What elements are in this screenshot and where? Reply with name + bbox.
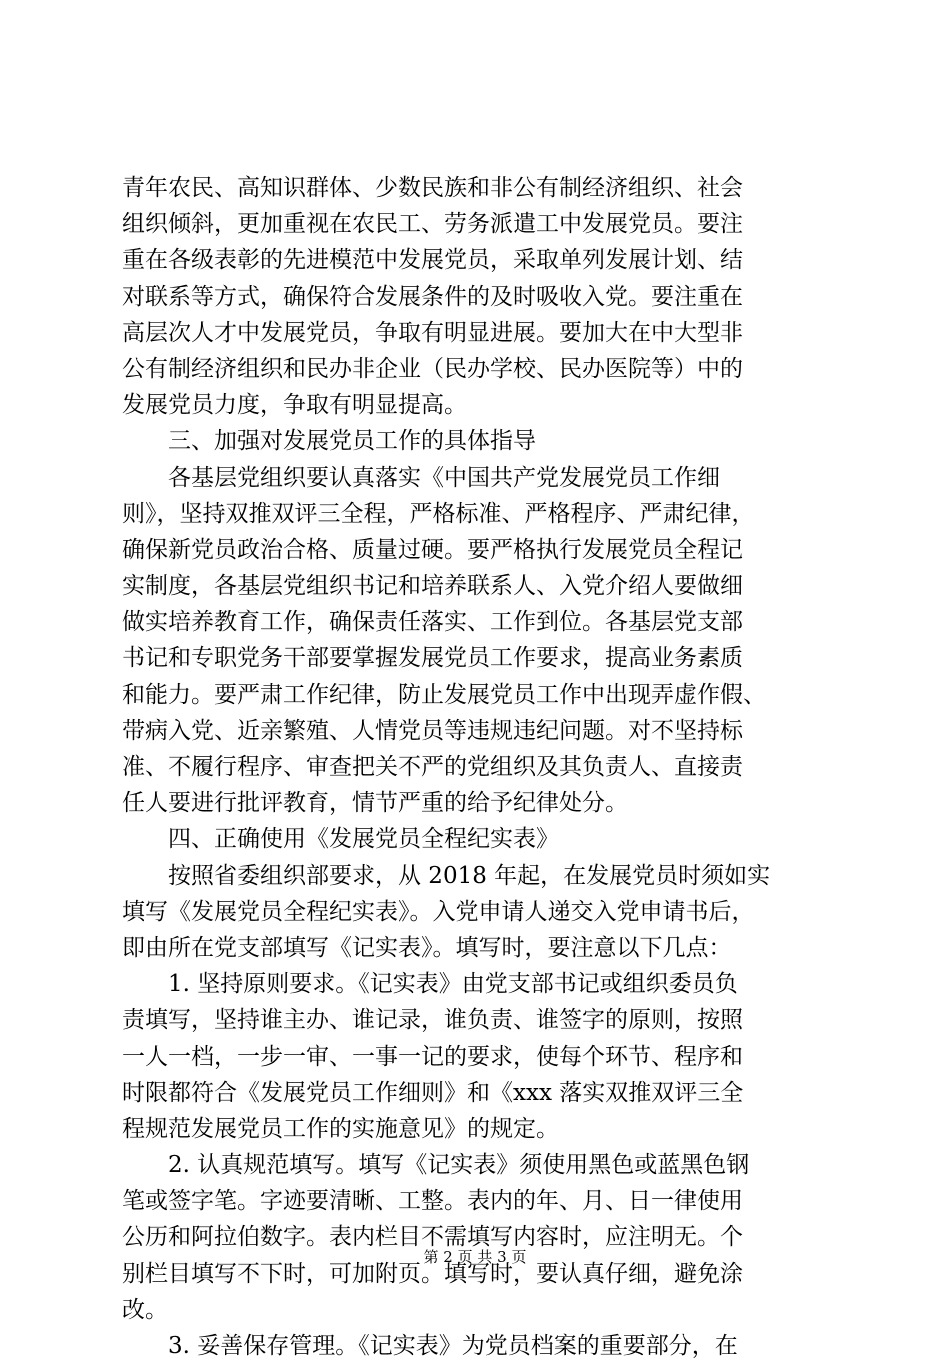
text-line: 各基层党组织要认真落实《中国共产党发展党员工作细 bbox=[122, 464, 720, 491]
text-line: 即由所在党支部填写《记实表》。填写时，要注意以下几点： bbox=[122, 934, 732, 961]
text-line: 组织倾斜，更加重视在农民工、劳务派遣工中发展党员。要注 bbox=[122, 211, 743, 238]
section-heading: 三、加强对发展党员工作的具体指导 bbox=[122, 428, 536, 455]
page-footer: 第 2 页 共 3 页 bbox=[423, 1248, 527, 1266]
text-line: 责填写，坚持谁主办、谁记录，谁负责、谁签字的原则，按照 bbox=[122, 1007, 743, 1034]
text-line: 对联系等方式，确保符合发展条件的及时吸收入党。要注重在 bbox=[122, 283, 743, 310]
text-line: 重在各级表彰的先进模范中发展党员，采取单列发展计划、结 bbox=[122, 247, 743, 274]
text-line: 和能力。要严肃工作纪律，防止发展党员工作中出现弄虚作假、 bbox=[122, 681, 766, 708]
text-line: 准、不履行程序、审查把关不严的党组织及其负责人、直接责 bbox=[122, 754, 743, 780]
text-line: 一人一档，一步一审、一事一记的要求，使每个环节、程序和 bbox=[122, 1043, 743, 1070]
text-line: 公有制经济组织和民办非企业（民办学校、民办医院等）中的 bbox=[122, 355, 743, 382]
text-line: 2. 认真规范填写。填写《记实表》须使用黑色或蓝黑色钢 bbox=[122, 1152, 750, 1179]
text-line: 实制度，各基层党组织书记和培养联系人、入党介绍人要做细 bbox=[122, 573, 743, 600]
text-line: 书记和专职党务干部要掌握发展党员工作要求，提高业务素质 bbox=[122, 645, 743, 672]
text-line: 改。 bbox=[122, 1296, 168, 1323]
text-line: 程规范发展党员工作的实施意见》的规定。 bbox=[122, 1115, 559, 1142]
text-line: 按照省委组织部要求，从 2018 年起，在发展党员时须如实 bbox=[122, 862, 771, 889]
text-line: 时限都符合《发展党员工作细则》和《xxx 落实双推双评三全 bbox=[122, 1079, 744, 1106]
text-line: 青年农民、高知识群体、少数民族和非公有制经济组织、社会 bbox=[122, 175, 743, 201]
text-line: 公历和阿拉伯数字。表内栏目不需填写内容时，应注明无。个 bbox=[122, 1224, 743, 1251]
text-line: 3. 妥善保存管理。《记实表》为党员档案的重要部分，在 bbox=[122, 1333, 738, 1359]
text-line: 填写《发展党员全程纪实表》。入党申请人递交入党申请书后， bbox=[122, 898, 755, 925]
text-line: 1. 坚持原则要求。《记实表》由党支部书记或组织委员负 bbox=[122, 971, 738, 998]
document-body bbox=[122, 170, 832, 1364]
section-heading: 四、正确使用《发展党员全程纪实表》 bbox=[122, 826, 559, 853]
text-line: 高层次人才中发展党员，争取有明显进展。要加大在中大型非 bbox=[122, 319, 743, 346]
text-line: 笔或签字笔。字迹要清晰、工整。表内的年、月、日一律使用 bbox=[122, 1188, 743, 1215]
text-line: 别栏目填写不下时，可加附页。填写时，要认真仔细，避免涂 bbox=[122, 1260, 743, 1287]
text-line: 带病入党、近亲繁殖、人情党员等违规违纪问题。对不坚持标 bbox=[122, 717, 743, 744]
text-line: 做实培养教育工作，确保责任落实、工作到位。各基层党支部 bbox=[122, 609, 743, 636]
text-line: 确保新党员政治合格、质量过硬。要严格执行发展党员全程记 bbox=[122, 536, 743, 563]
text-line: 任人要进行批评教育，情节严重的给予纪律处分。 bbox=[122, 790, 628, 817]
text-line: 发展党员力度，争取有明显提高。 bbox=[122, 392, 467, 419]
text-line: 则》，坚持双推双评三全程，严格标准、严格程序、严肃纪律， bbox=[122, 500, 755, 527]
